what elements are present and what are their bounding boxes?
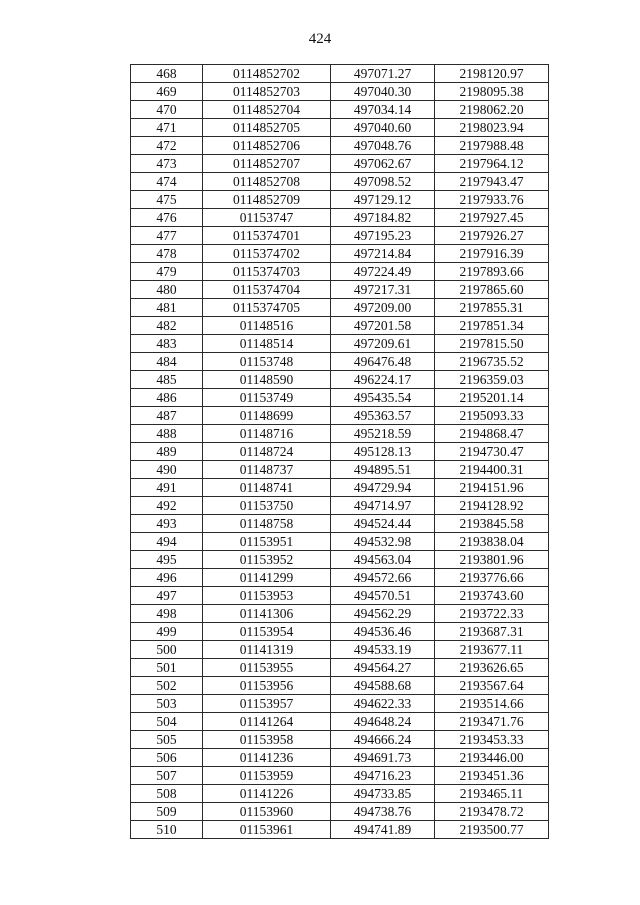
x-coordinate-cell: 497048.76 xyxy=(331,137,435,155)
x-coordinate-cell: 494716.23 xyxy=(331,767,435,785)
point-number-cell: 485 xyxy=(131,371,203,389)
x-coordinate-cell: 497201.58 xyxy=(331,317,435,335)
x-coordinate-cell: 497129.12 xyxy=(331,191,435,209)
x-coordinate-cell: 497209.61 xyxy=(331,335,435,353)
table-row xyxy=(131,623,549,641)
point-code-cell: 01153957 xyxy=(203,695,331,713)
y-coordinate-cell: 2196359.03 xyxy=(435,371,549,389)
table-row xyxy=(131,317,549,335)
point-number-cell: 500 xyxy=(131,641,203,659)
point-number-cell: 507 xyxy=(131,767,203,785)
x-coordinate-cell: 497034.14 xyxy=(331,101,435,119)
point-number-cell: 474 xyxy=(131,173,203,191)
point-code-cell: 01141306 xyxy=(203,605,331,623)
y-coordinate-cell: 2194151.96 xyxy=(435,479,549,497)
point-number-cell: 488 xyxy=(131,425,203,443)
point-number-cell: 504 xyxy=(131,713,203,731)
point-code-cell: 01153749 xyxy=(203,389,331,407)
point-code-cell: 01153960 xyxy=(203,803,331,821)
x-coordinate-cell: 494562.29 xyxy=(331,605,435,623)
point-code-cell: 01141264 xyxy=(203,713,331,731)
point-code-cell: 01153951 xyxy=(203,533,331,551)
y-coordinate-cell: 2197988.48 xyxy=(435,137,549,155)
point-code-cell: 01153959 xyxy=(203,767,331,785)
point-code-cell: 01148724 xyxy=(203,443,331,461)
table-row xyxy=(131,407,549,425)
point-number-cell: 483 xyxy=(131,335,203,353)
table-row xyxy=(131,101,549,119)
y-coordinate-cell: 2197926.27 xyxy=(435,227,549,245)
point-code-cell: 01148716 xyxy=(203,425,331,443)
point-code-cell: 0114852703 xyxy=(203,83,331,101)
x-coordinate-cell: 494564.27 xyxy=(331,659,435,677)
point-number-cell: 494 xyxy=(131,533,203,551)
x-coordinate-cell: 497184.82 xyxy=(331,209,435,227)
point-code-cell: 01148737 xyxy=(203,461,331,479)
point-number-cell: 470 xyxy=(131,101,203,119)
table-row xyxy=(131,155,549,173)
table-row xyxy=(131,641,549,659)
point-number-cell: 480 xyxy=(131,281,203,299)
point-number-cell: 482 xyxy=(131,317,203,335)
point-code-cell: 01153956 xyxy=(203,677,331,695)
y-coordinate-cell: 2198095.38 xyxy=(435,83,549,101)
x-coordinate-cell: 495363.57 xyxy=(331,407,435,425)
table-row xyxy=(131,443,549,461)
x-coordinate-cell: 497040.60 xyxy=(331,119,435,137)
y-coordinate-cell: 2194400.31 xyxy=(435,461,549,479)
table-row xyxy=(131,731,549,749)
x-coordinate-cell: 497071.27 xyxy=(331,65,435,83)
table-row xyxy=(131,569,549,587)
point-number-cell: 506 xyxy=(131,749,203,767)
y-coordinate-cell: 2193514.66 xyxy=(435,695,549,713)
table-row xyxy=(131,119,549,137)
x-coordinate-cell: 494572.66 xyxy=(331,569,435,587)
point-number-cell: 496 xyxy=(131,569,203,587)
x-coordinate-cell: 494532.98 xyxy=(331,533,435,551)
y-coordinate-cell: 2193500.77 xyxy=(435,821,549,839)
point-code-cell: 01153953 xyxy=(203,587,331,605)
x-coordinate-cell: 497214.84 xyxy=(331,245,435,263)
y-coordinate-cell: 2193722.33 xyxy=(435,605,549,623)
x-coordinate-cell: 494533.19 xyxy=(331,641,435,659)
y-coordinate-cell: 2198062.20 xyxy=(435,101,549,119)
table-row xyxy=(131,695,549,713)
point-number-cell: 486 xyxy=(131,389,203,407)
x-coordinate-cell: 494691.73 xyxy=(331,749,435,767)
y-coordinate-cell: 2193743.60 xyxy=(435,587,549,605)
point-number-cell: 499 xyxy=(131,623,203,641)
point-number-cell: 509 xyxy=(131,803,203,821)
table-row xyxy=(131,821,549,839)
x-coordinate-cell: 494648.24 xyxy=(331,713,435,731)
x-coordinate-cell: 494622.33 xyxy=(331,695,435,713)
y-coordinate-cell: 2193478.72 xyxy=(435,803,549,821)
table-row xyxy=(131,479,549,497)
table-row xyxy=(131,749,549,767)
point-number-cell: 475 xyxy=(131,191,203,209)
point-code-cell: 01153747 xyxy=(203,209,331,227)
table-row xyxy=(131,803,549,821)
point-number-cell: 481 xyxy=(131,299,203,317)
x-coordinate-cell: 494563.04 xyxy=(331,551,435,569)
x-coordinate-cell: 497217.31 xyxy=(331,281,435,299)
table-row xyxy=(131,605,549,623)
point-number-cell: 493 xyxy=(131,515,203,533)
x-coordinate-cell: 495218.59 xyxy=(331,425,435,443)
x-coordinate-cell: 497209.00 xyxy=(331,299,435,317)
y-coordinate-cell: 2193567.64 xyxy=(435,677,549,695)
point-code-cell: 01148699 xyxy=(203,407,331,425)
table-row xyxy=(131,515,549,533)
table-row xyxy=(131,767,549,785)
table-row xyxy=(131,551,549,569)
table-row xyxy=(131,245,549,263)
y-coordinate-cell: 2197916.39 xyxy=(435,245,549,263)
point-code-cell: 01141236 xyxy=(203,749,331,767)
point-number-cell: 477 xyxy=(131,227,203,245)
y-coordinate-cell: 2193801.96 xyxy=(435,551,549,569)
point-number-cell: 471 xyxy=(131,119,203,137)
point-code-cell: 01153961 xyxy=(203,821,331,839)
y-coordinate-cell: 2193677.11 xyxy=(435,641,549,659)
point-code-cell: 01148741 xyxy=(203,479,331,497)
y-coordinate-cell: 2197943.47 xyxy=(435,173,549,191)
table-row xyxy=(131,677,549,695)
table-row xyxy=(131,335,549,353)
point-code-cell: 0115374702 xyxy=(203,245,331,263)
x-coordinate-cell: 494588.68 xyxy=(331,677,435,695)
y-coordinate-cell: 2193451.36 xyxy=(435,767,549,785)
y-coordinate-cell: 2193446.00 xyxy=(435,749,549,767)
x-coordinate-cell: 496224.17 xyxy=(331,371,435,389)
point-number-cell: 498 xyxy=(131,605,203,623)
coordinates-table xyxy=(130,64,549,839)
point-number-cell: 490 xyxy=(131,461,203,479)
table-row xyxy=(131,173,549,191)
point-number-cell: 497 xyxy=(131,587,203,605)
x-coordinate-cell: 494666.24 xyxy=(331,731,435,749)
y-coordinate-cell: 2193471.76 xyxy=(435,713,549,731)
y-coordinate-cell: 2195201.14 xyxy=(435,389,549,407)
y-coordinate-cell: 2197893.66 xyxy=(435,263,549,281)
table-row xyxy=(131,587,549,605)
y-coordinate-cell: 2193838.04 xyxy=(435,533,549,551)
table-row xyxy=(131,713,549,731)
point-number-cell: 491 xyxy=(131,479,203,497)
point-code-cell: 0114852708 xyxy=(203,173,331,191)
y-coordinate-cell: 2194128.92 xyxy=(435,497,549,515)
point-number-cell: 508 xyxy=(131,785,203,803)
y-coordinate-cell: 2197815.50 xyxy=(435,335,549,353)
y-coordinate-cell: 2193626.65 xyxy=(435,659,549,677)
x-coordinate-cell: 497040.30 xyxy=(331,83,435,101)
page-number: 424 xyxy=(308,31,332,47)
y-coordinate-cell: 2195093.33 xyxy=(435,407,549,425)
point-number-cell: 510 xyxy=(131,821,203,839)
point-code-cell: 0114852705 xyxy=(203,119,331,137)
x-coordinate-cell: 494895.51 xyxy=(331,461,435,479)
x-coordinate-cell: 494733.85 xyxy=(331,785,435,803)
point-number-cell: 502 xyxy=(131,677,203,695)
point-number-cell: 492 xyxy=(131,497,203,515)
point-code-cell: 0114852707 xyxy=(203,155,331,173)
y-coordinate-cell: 2197851.34 xyxy=(435,317,549,335)
point-code-cell: 01153750 xyxy=(203,497,331,515)
point-code-cell: 0115374704 xyxy=(203,281,331,299)
point-number-cell: 505 xyxy=(131,731,203,749)
x-coordinate-cell: 496476.48 xyxy=(331,353,435,371)
table-row xyxy=(131,785,549,803)
point-number-cell: 503 xyxy=(131,695,203,713)
point-number-cell: 489 xyxy=(131,443,203,461)
point-number-cell: 484 xyxy=(131,353,203,371)
table-row xyxy=(131,83,549,101)
point-code-cell: 0114852702 xyxy=(203,65,331,83)
x-coordinate-cell: 494524.44 xyxy=(331,515,435,533)
table-body xyxy=(131,65,549,839)
table-row xyxy=(131,659,549,677)
y-coordinate-cell: 2197964.12 xyxy=(435,155,549,173)
point-code-cell: 0115374703 xyxy=(203,263,331,281)
table-row xyxy=(131,263,549,281)
table-row xyxy=(131,209,549,227)
table-row xyxy=(131,299,549,317)
table-row xyxy=(131,191,549,209)
x-coordinate-cell: 495435.54 xyxy=(331,389,435,407)
point-code-cell: 01141299 xyxy=(203,569,331,587)
point-code-cell: 0114852706 xyxy=(203,137,331,155)
table-row xyxy=(131,353,549,371)
point-code-cell: 01148758 xyxy=(203,515,331,533)
point-number-cell: 468 xyxy=(131,65,203,83)
table-row xyxy=(131,227,549,245)
point-code-cell: 0115374701 xyxy=(203,227,331,245)
y-coordinate-cell: 2193687.31 xyxy=(435,623,549,641)
point-number-cell: 473 xyxy=(131,155,203,173)
table-row xyxy=(131,425,549,443)
y-coordinate-cell: 2197865.60 xyxy=(435,281,549,299)
table-row xyxy=(131,461,549,479)
table-row xyxy=(131,533,549,551)
point-number-cell: 487 xyxy=(131,407,203,425)
y-coordinate-cell: 2198120.97 xyxy=(435,65,549,83)
point-number-cell: 501 xyxy=(131,659,203,677)
x-coordinate-cell: 497062.67 xyxy=(331,155,435,173)
x-coordinate-cell: 494741.89 xyxy=(331,821,435,839)
point-code-cell: 01148590 xyxy=(203,371,331,389)
point-code-cell: 01153954 xyxy=(203,623,331,641)
point-code-cell: 01153952 xyxy=(203,551,331,569)
point-number-cell: 478 xyxy=(131,245,203,263)
y-coordinate-cell: 2197927.45 xyxy=(435,209,549,227)
point-number-cell: 472 xyxy=(131,137,203,155)
y-coordinate-cell: 2197933.76 xyxy=(435,191,549,209)
point-code-cell: 0114852709 xyxy=(203,191,331,209)
point-number-cell: 476 xyxy=(131,209,203,227)
point-number-cell: 469 xyxy=(131,83,203,101)
y-coordinate-cell: 2193453.33 xyxy=(435,731,549,749)
x-coordinate-cell: 497224.49 xyxy=(331,263,435,281)
point-code-cell: 01153748 xyxy=(203,353,331,371)
y-coordinate-cell: 2198023.94 xyxy=(435,119,549,137)
y-coordinate-cell: 2193465.11 xyxy=(435,785,549,803)
point-code-cell: 01141319 xyxy=(203,641,331,659)
y-coordinate-cell: 2193776.66 xyxy=(435,569,549,587)
x-coordinate-cell: 494738.76 xyxy=(331,803,435,821)
point-code-cell: 01153958 xyxy=(203,731,331,749)
x-coordinate-cell: 497098.52 xyxy=(331,173,435,191)
x-coordinate-cell: 494536.46 xyxy=(331,623,435,641)
point-code-cell: 01153955 xyxy=(203,659,331,677)
x-coordinate-cell: 494714.97 xyxy=(331,497,435,515)
table-row xyxy=(131,137,549,155)
table-row xyxy=(131,65,549,83)
point-code-cell: 0114852704 xyxy=(203,101,331,119)
point-code-cell: 01148514 xyxy=(203,335,331,353)
y-coordinate-cell: 2194868.47 xyxy=(435,425,549,443)
point-number-cell: 479 xyxy=(131,263,203,281)
y-coordinate-cell: 2196735.52 xyxy=(435,353,549,371)
x-coordinate-cell: 495128.13 xyxy=(331,443,435,461)
x-coordinate-cell: 497195.23 xyxy=(331,227,435,245)
table-row xyxy=(131,497,549,515)
table-row xyxy=(131,371,549,389)
x-coordinate-cell: 494729.94 xyxy=(331,479,435,497)
point-code-cell: 01148516 xyxy=(203,317,331,335)
table-row xyxy=(131,281,549,299)
table-row xyxy=(131,389,549,407)
point-code-cell: 01141226 xyxy=(203,785,331,803)
y-coordinate-cell: 2193845.58 xyxy=(435,515,549,533)
point-code-cell: 0115374705 xyxy=(203,299,331,317)
y-coordinate-cell: 2197855.31 xyxy=(435,299,549,317)
y-coordinate-cell: 2194730.47 xyxy=(435,443,549,461)
x-coordinate-cell: 494570.51 xyxy=(331,587,435,605)
point-number-cell: 495 xyxy=(131,551,203,569)
